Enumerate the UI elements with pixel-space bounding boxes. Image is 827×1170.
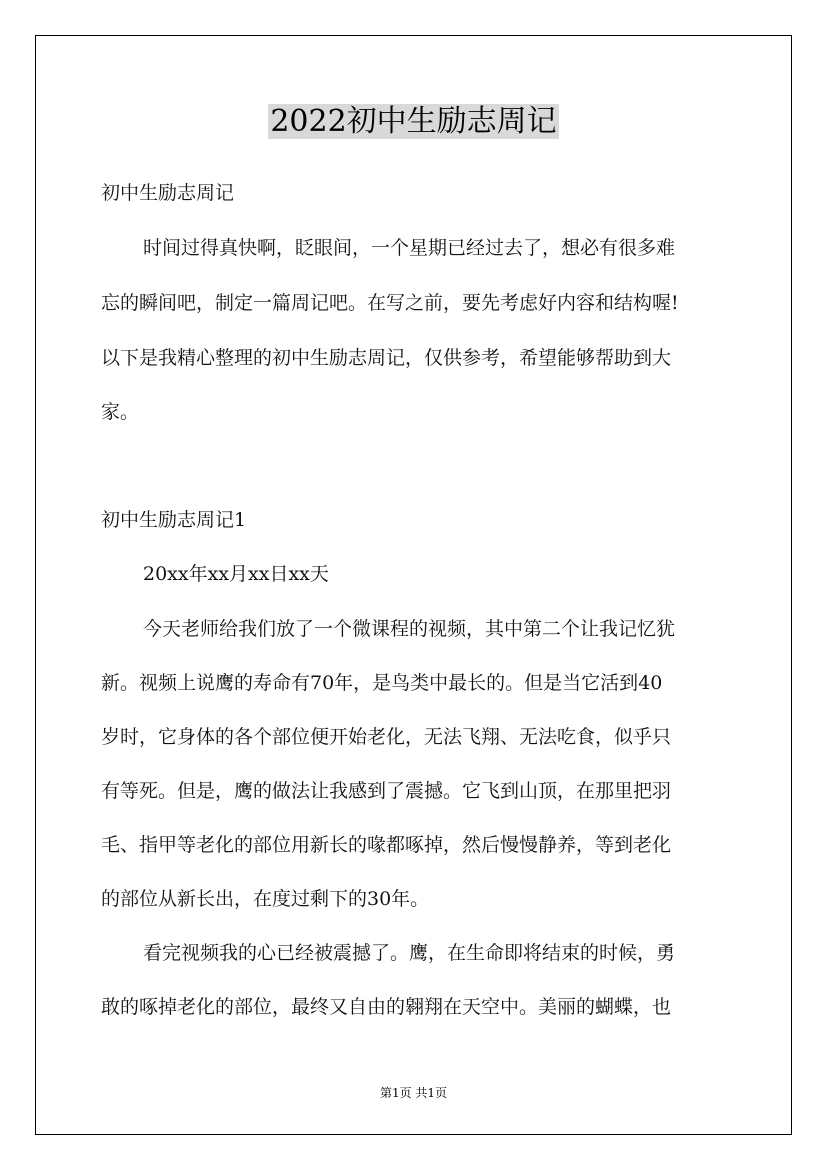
paragraph-line: 家。 <box>101 401 140 423</box>
paragraph-line: 时间过得真快啊，眨眼间，一个星期已经过去了，想必有很多难 <box>143 237 676 259</box>
page-footer: 第1页 共1页 <box>379 1086 448 1100</box>
paragraph-line: 有等死。但是，鹰的做法让我感到了震撼。它飞到山顶，在那里把羽 <box>101 780 672 802</box>
document-title: 2022初中生励志周记 <box>270 104 557 139</box>
paragraph-line: 敢的啄掉老化的部位，最终又自由的翱翔在天空中。美丽的蝴蝶，也 <box>101 996 672 1018</box>
paragraph-line: 以下是我精心整理的初中生励志周记，仅供参考，希望能够帮助到大 <box>101 347 672 369</box>
section-heading: 初中生励志周记 <box>101 182 235 204</box>
paragraph-line: 岁时，它身体的各个部位便开始老化，无法飞翔、无法吃食，似乎只 <box>101 726 672 748</box>
paragraph-line: 的部位从新长出，在度过剩下的30年。 <box>101 888 430 910</box>
section-heading: 初中生励志周记1 <box>101 509 247 531</box>
paragraph-line: 忘的瞬间吧，制定一篇周记吧。在写之前，要先考虑好内容和结构喔! <box>101 292 679 314</box>
paragraph-line: 新。视频上说鹰的寿命有70年，是鸟类中最长的。但是当它活到40 <box>101 672 663 694</box>
paragraph-line: 看完视频我的心已经被震撼了。鹰，在生命即将结束的时候，勇 <box>143 942 676 964</box>
date-line: 20xx年xx月xx日xx天 <box>143 563 329 585</box>
paragraph-line: 今天老师给我们放了一个微课程的视频，其中第二个让我记忆犹 <box>143 618 676 640</box>
paragraph-line: 毛、指甲等老化的部位用新长的喙都啄掉，然后慢慢静养，等到老化 <box>101 834 672 856</box>
